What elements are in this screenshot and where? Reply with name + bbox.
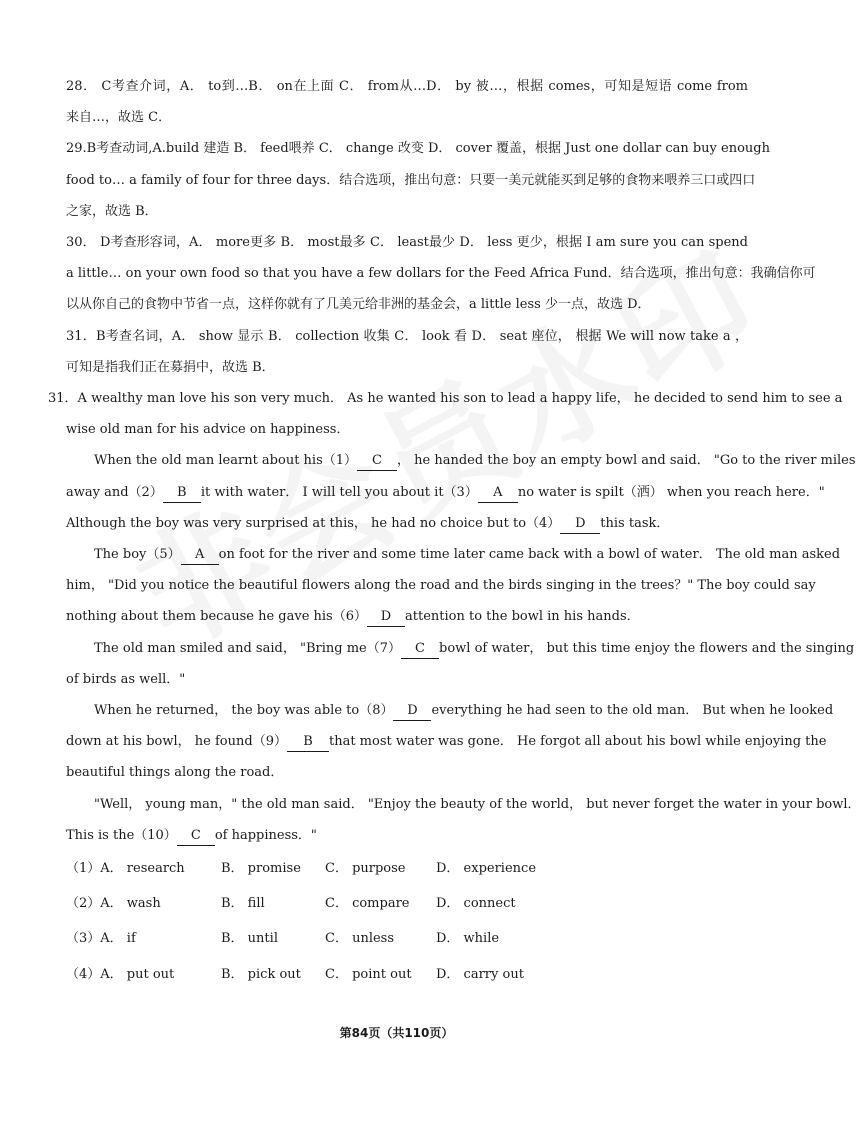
option-1-d: D． experience (436, 861, 537, 876)
passage-text: everything he had seen to the old man． But when he looked (431, 703, 834, 718)
option-1-c: C． purpose (325, 861, 406, 876)
passage-p2-line-3 (66, 513, 748, 535)
option-4-d: D． carry out (436, 967, 524, 982)
passage-text: no water is spilt（洒） when you reach here．" (517, 485, 825, 500)
passage-text: When the old man learnt about his（1） (94, 453, 358, 468)
passage-text: bowl of water， but this time enjoy the flowers and the singing (439, 641, 855, 656)
passage-p3-line-3 (66, 606, 748, 628)
passage-text: When he returned， the boy was able to（8） (94, 703, 394, 718)
passage-text: This is the（10） (66, 828, 177, 843)
page-number-footer: 第84页（共110页） (339, 1026, 454, 1040)
passage-p2-line-1 (94, 450, 856, 472)
passage-p2-line-2 (66, 482, 825, 504)
option-3-b: B． until (221, 931, 278, 946)
passage-text: it with water． I will tell you about it（3） (200, 485, 478, 500)
answer-blank-3: A (478, 484, 518, 503)
passage-p5-line-1 (94, 700, 834, 722)
answer-blank-4: D (560, 515, 600, 534)
answer-blank-7: C (401, 640, 439, 659)
passage-text: Although the boy was very surprised at this， he had no choice but to（4） (66, 516, 561, 531)
passage-text: of happiness．" (214, 828, 317, 843)
answer-blank-5: A (181, 546, 219, 565)
explanation-30-line-2: a little… on your own food so that you have a few dollars for the Feed Africa Fund．结合选项，推出句意：我确信你可 (66, 266, 816, 281)
passage-text: away and（2） (66, 485, 163, 500)
passage-p5-line-3: beautiful things along the road． (66, 765, 284, 780)
explanation-29-line-1: 29.B考查动词,A.build 建造 B． feed喂养 C． change 改变 D． cover 覆盖，根据 Just one dollar can buy enough (66, 141, 770, 156)
option-4-b: B． pick out (221, 967, 301, 982)
explanation-28-line-1: 28． C考查介词，A． to到…B． on在上面 C． from从…D． by 被…，根据 comes，可知是短语 come from (66, 79, 748, 94)
passage-text: attention to the bowl in his hands． (405, 609, 640, 624)
passage-p4-line-2: of birds as well．" (66, 672, 186, 687)
answer-blank-10: C (177, 827, 215, 846)
passage-text: on foot for the river and some time later came back with a bowl of water． The old man asked (218, 547, 841, 562)
option-2-b: B． fill (221, 896, 265, 911)
explanation-28-line-2: 来自…，故选 C． (66, 110, 172, 125)
option-3-c: C． unless (325, 931, 395, 946)
passage-text: nothing about them because he gave his（6） (66, 609, 367, 624)
passage-p3-line-2: him， "Did you notice the beautiful flowers along the road and the birds singing in the trees？" The boy could say (66, 578, 816, 593)
option-3-d: D． while (436, 931, 500, 946)
option-2-d: D． connect (436, 896, 516, 911)
option-4-c: C． point out (325, 967, 412, 982)
explanation-30-line-1: 30． D考查形容词，A． more更多 B． most最多 C． least最少 D． less 更少，根据 I am sure you can spend (66, 235, 748, 250)
option-3-a: （3）A． if (66, 931, 136, 946)
passage-text: ， he handed the boy an empty bowl and said． "Go to the river miles (397, 453, 856, 468)
passage-text: The boy（5） (94, 547, 181, 562)
question-31-line-2: wise old man for his advice on happiness． (66, 422, 350, 437)
passage-p6-line-1: "Well， young man，" the old man said． "Enjoy the beauty of the world， but never forget the water in your bowl． (94, 797, 861, 812)
option-1-b: B． promise (221, 861, 301, 876)
passage-text: that most water was gone． He forgot all about his bowl while enjoying the (328, 734, 827, 749)
explanation-30-line-3: 以从你自己的食物中节省一点，这样你就有了几美元给非洲的基金会，a little less 少一点，故选 D． (66, 297, 651, 312)
explanation-31-line-2: 可知是指我们正在募捐中，故选 B． (66, 360, 275, 375)
answer-blank-6: D (367, 608, 405, 627)
passage-p5-line-2 (66, 731, 827, 753)
answer-blank-2: B (163, 484, 201, 503)
question-31-line-1: 31．A wealthy man love his son very much． As he wanted his son to lead a happy life， he decided to send him to see a (48, 391, 843, 406)
passage-text: The old man smiled and said， "Bring me（7） (94, 641, 401, 656)
answer-blank-1: C (357, 452, 397, 471)
answer-blank-8: D (393, 702, 431, 721)
passage-p3-line-1 (94, 544, 841, 566)
answer-blank-9: B (287, 733, 329, 752)
option-4-a: （4）A． put out (66, 967, 175, 982)
option-2-a: （2）A． wash (66, 896, 161, 911)
explanation-29-line-2: food to… a family of four for three days．结合选项，推出句意：只要一美元就能买到足够的食物来喂养三口或四口 (66, 173, 756, 188)
option-2-c: C． compare (325, 896, 410, 911)
option-1-a: （1）A． research (66, 861, 185, 876)
passage-text: down at his bowl， he found（9） (66, 734, 287, 749)
explanation-29-line-3: 之家，故选 B． (66, 204, 158, 219)
passage-p6-line-2 (66, 825, 748, 847)
passage-text: this task． (600, 516, 670, 531)
passage-p4-line-1 (94, 638, 855, 660)
explanation-31-line-1: 31．B考查名词，A． show 显示 B． collection 收集 C． look 看 D． seat 座位， 根据 We will now take a ， (66, 329, 748, 344)
